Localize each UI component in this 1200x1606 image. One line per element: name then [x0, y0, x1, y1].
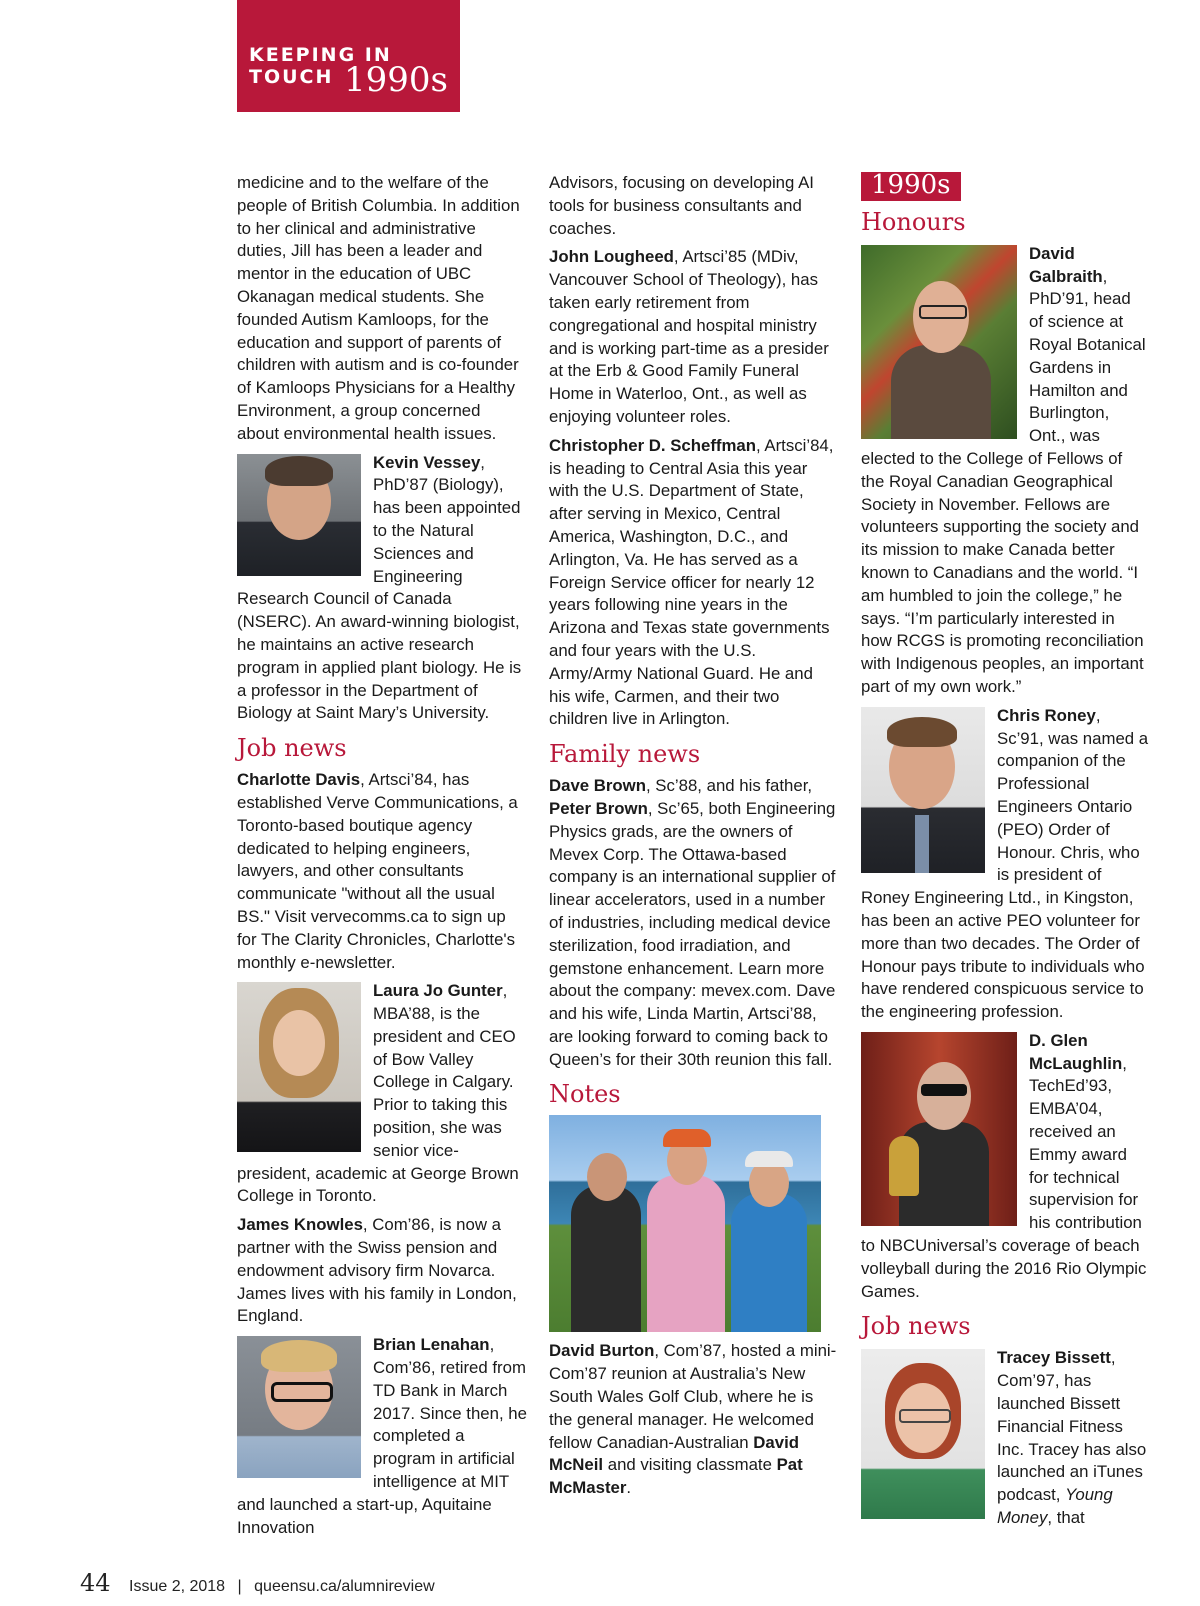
brown-entry: Dave Brown, Sc’88, and his father, Peter Brown, Sc’65, both Engineering Physics grads, are the owners of Mevex Corp. The Ottawa-based company is an international supplier of linear accelerators, used in a number of industries, including medical device sterilization, food irradiation, and gemstone enhancement. Learn more about the company: mevex.com. Dave and his wife, Linda Martin, Artsci’88, are looking forward to coming back to Queen’s for their 30th reunion this fall. [549, 776, 836, 1069]
mclaughlin-photo [861, 1032, 1017, 1226]
lenahan-photo [237, 1336, 361, 1478]
vessey-name: Kevin Vessey [373, 452, 481, 472]
page-footer [80, 1569, 435, 1597]
decade-badge: 1990s [861, 172, 961, 201]
scheffman-entry: Christopher D. Scheffman, Artsci’84, is heading to Central Asia this year with the U.S. Department of State, after serving in Mexico, Central America, Washington, D.C., and Arlington, Va. He has served as a Foreign Service officer for nearly 12 years following nine years in the Arizona and Texas state governments and four years with the U.S. Army/Army National Guard. He and his wife, Carmen, and their two children live in Arlington. [549, 435, 834, 729]
job-news-heading-2: Job news [861, 1312, 971, 1341]
gunter-photo [237, 982, 361, 1152]
roney-entry: Chris Roney, Sc’91, was named a companion of the Professional Engineers Ontario (PEO) Order of Honour. Chris, who is president of Roney Engineering Ltd., in Kingston, has been an active PEO volunteer for more than two decades. The Order of Honour pays tribute to individuals who have rendered conspicuous service to the engineering profession. [861, 705, 1149, 1022]
galbraith-entry: David Galbraith, PhD’91, head of science at Royal Botanical Gardens in Hamilton and Burlington, Ont., was elected to the College of Fellows of the Royal Canadian Geographical Society in November. Fellows are volunteers supporting the society and its mission to make Canada better known to Canadians and the world. “I am humbled to join the college,” he says. “I’m particularly interested in how RCGS is promoting reconciliation with Indigenous peoples, an important part of my own work.” [861, 243, 1146, 696]
bissett-entry: Tracey Bissett, Com’97, has launched Bissett Financial Fitness Inc. Tracey has also launched an iTunes podcast, Young Money, that [861, 1347, 1149, 1529]
davis-entry: Charlotte Davis, Artsci’84, has established Verve Communications, a Toronto-based boutique agency dedicated to helping engineers, lawyers, and other consultants communicate "without all the usual BS." Visit vervecomms.ca to sign up for The Clarity Chronicles, Charlotte's monthly e-newsletter. [237, 770, 518, 972]
page-number: 44 [80, 1569, 111, 1597]
vessey-photo [237, 454, 361, 576]
issue-label: Issue 2, 2018 [129, 1578, 226, 1595]
galbraith-photo [861, 245, 1017, 439]
mclaughlin-entry: D. Glen McLaughlin, TechEd’93, EMBA’04, received an Emmy award for technical supervision for his contribution to NBCUniversal’s coverage of beach volleyball during the 2016 Rio Olympic Games. [861, 1030, 1147, 1301]
lenahan-continued: Advisors, focusing on developing AI tools for business consultants and coaches. [549, 173, 814, 238]
section-decade: 1990s [344, 60, 448, 100]
column-1 [237, 172, 527, 1545]
vessey-entry: Kevin Vessey, PhD’87 (Biology), has been appointed to the Natural Sciences and Engineering Research Council of Canada (NSERC). An award-winning biologist, he maintains an active research program in applied plant biology. He is a professor in the Department of Biology at Saint Mary’s University. [237, 452, 522, 723]
gunter-entry: Laura Jo Gunter, MBA’88, is the president and CEO of Bow Valley College in Calgary. Prior to taking this position, she was senior vice-president, academic at George Brown College in Toronto. [237, 981, 519, 1206]
notes-heading: Notes [549, 1080, 621, 1109]
column-3 [861, 172, 1149, 1536]
honours-heading: Honours [861, 207, 966, 236]
burton-entry: David Burton, Com’87, hosted a mini-Com’87 reunion at Australia’s New South Wales Golf Club, where he is the general manager. He welcomed fellow Canadian-Australian David McNeil and visiting classmate Pat McMaster. [549, 1341, 837, 1498]
column-2 [549, 172, 839, 1506]
footer-separator: | [237, 1578, 242, 1595]
section-header [237, 0, 460, 112]
family-news-heading: Family news [549, 740, 701, 769]
lenahan-entry: Brian Lenahan, Com’86, retired from TD Bank in March 2017. Since then, he completed a program in artificial intelligence at MIT and launched a start-up, Aquitaine Innovation [237, 1335, 527, 1537]
jill-continued: medicine and to the welfare of the people of British Columbia. In addition to her clinical and administrative duties, Jill has been a leader and mentor in the education of UBC Okanagan medical students. She founded Autism Kamloops, for the education and support of parents of children with autism and is co-founder of Kamloops Physicians for a Healthy Environment, a group concerned about environmental health issues. [237, 173, 520, 443]
roney-photo [861, 707, 985, 873]
job-news-heading: Job news [237, 734, 347, 763]
lougheed-entry: John Lougheed, Artsci’85 (MDiv, Vancouver School of Theology), has taken early retirement from congregational and hospital ministry and is working part-time as a presider at the Erb & Good Family Funeral Home in Waterloo, Ont., as well as enjoying volunteer roles. [549, 247, 829, 426]
bissett-photo [861, 1349, 985, 1519]
knowles-entry: James Knowles, Com’86, is now a partner with the Swiss pension and endowment advisory firm Novarca. James lives with his family in London, England. [237, 1215, 517, 1326]
section-kicker: KEEPING IN TOUCH [249, 44, 392, 88]
golf-reunion-photo [549, 1115, 821, 1332]
footer-url[interactable]: queensu.ca/alumnireview [254, 1578, 435, 1595]
